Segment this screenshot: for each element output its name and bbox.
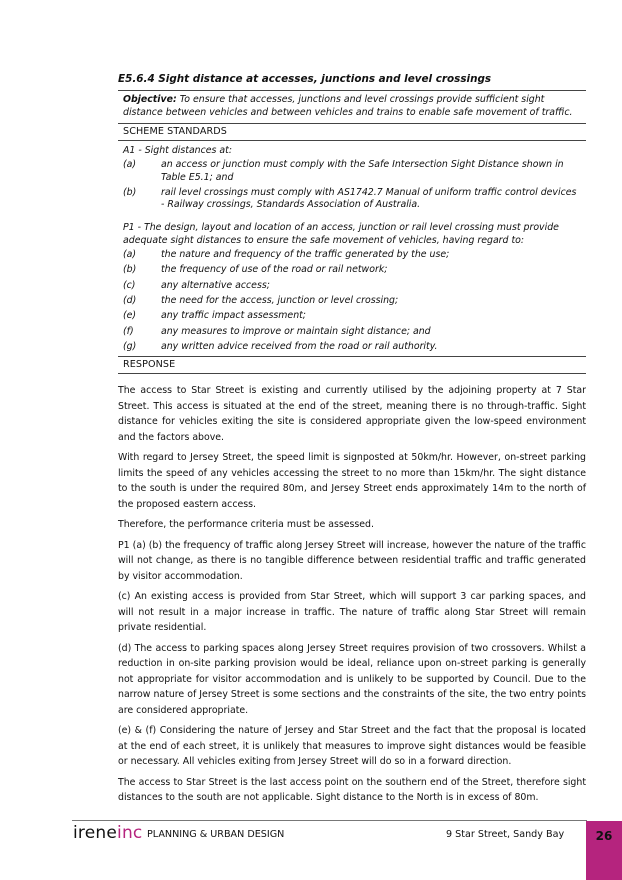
a1-item-label: (a) [123,159,137,171]
response-paragraph: P1 (a) (b) the frequency of traffic along Jersey Street will increase, however the nature of the traffic will not change, as there is no tangible difference between residential traffic and traffic generated by visitor accommodation. [118,539,586,582]
p1-item-text: the frequency of use of the road or rail network; [161,264,388,276]
company-logo [73,823,142,843]
page-number: 26 [595,829,613,843]
p1-item-text: the nature and frequency of the traffic generated by the use; [161,249,450,261]
p1-item [123,326,581,338]
standards-cell [118,141,586,357]
p1-item [123,280,581,292]
standards-table [118,90,586,374]
p1-intro: P1 - The design, layout and location of an access, junction or rail level crossing must provide adequate sight distances to ensure the safe movement of vehicles, having regard to: [123,222,559,246]
response-header: RESPONSE [118,357,586,374]
section-title: E5.6.4 Sight distance at accesses, junctions and level crossings [118,73,492,85]
objective-row [118,91,586,124]
a1-item [123,187,581,212]
a1-item-text: an access or junction must comply with the Safe Intersection Sight Distance shown in Table E5.1; and [161,159,564,183]
p1-item-label: (e) [123,310,137,322]
response-paragraph: (d) The access to parking spaces along Jersey Street requires provision of two crossovers. Whilst a reduction in on-site parking provision would be ideal, reliance upon on-street parking is generally not appropriate for visitor accommodation and is unlikely to be supported by Council. Due to the narrow nature of Jersey Street is some sections and the constraints of the site, the two entry points are considered appropriate. [118,642,586,716]
p1-item-text: any measures to improve or maintain sight distance; and [161,325,431,337]
p1-item-label: (a) [123,249,137,261]
response-paragraph: The access to Star Street is existing and currently utilised by the adjoining property at 7 Star Street. This access is situated at the end of the street, meaning there is no through-traffic. Sight distance for vehicles exiting the site is considered appropriate given the low-speed environment and the factors above. [118,385,586,443]
p1-item [123,310,581,322]
p1-item-text: any traffic impact assessment; [161,310,306,322]
p1-item-text: the need for the access, junction or level crossing; [161,294,399,306]
a1-item-text: rail level crossings must comply with AS1742.7 Manual of uniform traffic control devices - Railway crossings, Standards Association of Australia. [161,186,577,211]
footer-address: 9 Star Street, Sandy Bay [446,829,565,840]
scheme-standards-header: SCHEME STANDARDS [118,124,586,141]
p1-item-label: (c) [123,279,136,291]
p1-item [123,295,581,307]
response-paragraph: (e) & (f) Considering the nature of Jersey and Star Street and the fact that the proposal is located at the end of each street, it is unlikely that measures to improve sight distances would be feasible or necessary. All vehicles exiting from Jersey Street will do so in a forward direction. [118,725,586,768]
p1-item-label: (d) [123,294,137,306]
firm-tagline: PLANNING & URBAN DESIGN [147,829,285,840]
a1-item-label: (b) [123,186,137,198]
response-paragraph: The access to Star Street is the last access point on the southern end of the Street, therefore sight distances to the south are not applicable. Sight distance to the North is in excess of 80m. [118,776,586,804]
p1-item-label: (f) [123,325,134,337]
footer-divider [72,820,587,821]
response-paragraph: Therefore, the performance criteria must be assessed. [118,519,374,531]
p1-item-label: (b) [123,264,137,276]
a1-intro: A1 - Sight distances at: [123,145,232,156]
p1-item [123,264,581,276]
a1-item [123,159,581,184]
logo-text-irene: irene [73,823,118,843]
objective-text: To ensure that accesses, junctions and level crossings provide sufficient sight distance between vehicles and between vehicles and trains to enable safe movement of traffic. [123,94,573,118]
page-content [118,72,586,811]
p1-item [123,341,581,353]
p1-item-text: any written advice received from the road or rail authority. [161,340,438,352]
p1-item-label: (g) [123,340,137,352]
response-body [118,374,586,806]
response-paragraph: (c) An existing access is provided from Star Street, which will support 3 car parking spaces, and will not result in a major increase in traffic. The nature of traffic along Star Street will remain private residential. [118,591,586,634]
objective-label: Objective: [123,94,177,105]
response-paragraph: With regard to Jersey Street, the speed limit is signposted at 50km/hr. However, on-street parking limits the speed of any vehicles accessing the street to no more than 15km/hr. The sight distance to the south is under the required 80m, and Jersey Street ends approximately 14m to the north of the proposed eastern access. [118,452,586,510]
logo-text-inc: inc [117,823,143,843]
p1-item-text: any alternative access; [161,279,270,291]
p1-item [123,249,581,261]
